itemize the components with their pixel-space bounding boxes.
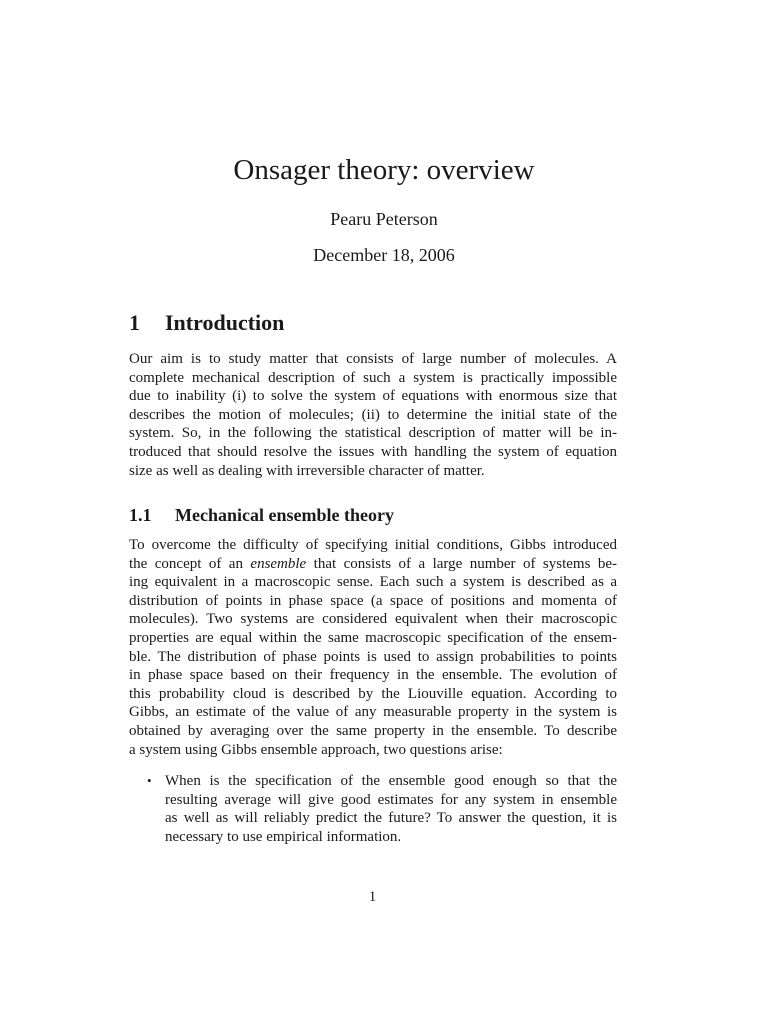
emphasized-term: ensemble [250,555,307,572]
paragraph-line: this probability cloud is described by the Liouville equation. According to [129,685,617,702]
ensemble-paragraph [129,536,617,759]
paragraph-line: obtained by averaging over the same property in the ensemble. To describe [129,722,617,739]
paragraph-line-with-emphasis [129,555,617,574]
paragraph-line: size as well as dealing with irreversible character of matter. [129,462,485,479]
subsection-heading-mechanical-ensemble-theory [129,503,394,527]
paper-date: December 18, 2006 [313,245,455,265]
bullet-line: necessary to use empirical information. [165,828,402,845]
paragraph-line: in phase space based on their frequency in the ensemble. The evolution of [129,667,617,684]
page-number: 1 [368,889,377,905]
paragraph-line: Gibbs, an estimate of the value of any measurable property in the system is [129,704,617,721]
section-number: 1 [129,310,140,335]
subsection-number: 1.1 [129,505,152,525]
paragraph-line: ing equivalent in a macroscopic sense. Each such a system is described as a [129,574,617,591]
introduction-paragraph [129,350,617,480]
bullet-line: resulting average will give good estimates for any system in ensemble [165,791,617,808]
paragraph-line: ble. The distribution of phase points is used to assign probabilities to points [129,648,617,665]
paragraph-line: complete mechanical description of such a system is practically impossible [129,369,617,386]
subsection-title: Mechanical ensemble theory [175,505,394,525]
paragraph-line: distribution of points in phase space (a space of positions and momenta of [129,592,617,609]
line-text: that consists of a large number of systems be- [313,555,618,572]
paper-title: Onsager theory: overview [233,154,535,186]
paragraph-line: To overcome the difficulty of specifying initial conditions, Gibbs introduced [129,537,617,553]
paragraph-line: a system using Gibbs ensemble approach, two questions arise: [129,741,503,758]
paragraph-line: molecules). Two systems are considered equivalent when their macroscopic [129,611,617,628]
paragraph-line: describes the motion of molecules; (ii) to determine the initial state of the [129,406,617,423]
bullet-line: When is the specification of the ensemble good enough so that the [165,773,617,789]
bullet-line: as well as will reliably predict the future? To answer the question, it is [165,810,617,827]
author-name: Pearu Peterson [330,209,438,229]
paragraph-line: system. So, in the following the statistical description of matter will be in- [129,425,617,442]
bullet-item [129,772,617,846]
section-heading-introduction [129,309,284,337]
paragraph-line: Our aim is to study matter that consists of large number of molecules. A [129,351,617,367]
bullet-icon: • [147,773,152,788]
paragraph-line: properties are equal within the same macroscopic specification of the ensem- [129,629,617,646]
bullet-list [129,772,617,846]
line-text: the concept of an [129,555,243,572]
paragraph-line: due to inability (i) to solve the system of equations with enormous size that [129,388,617,405]
section-title: Introduction [165,310,285,335]
paragraph-line: troduced that should resolve the issues with handling the system of equation [129,443,617,460]
